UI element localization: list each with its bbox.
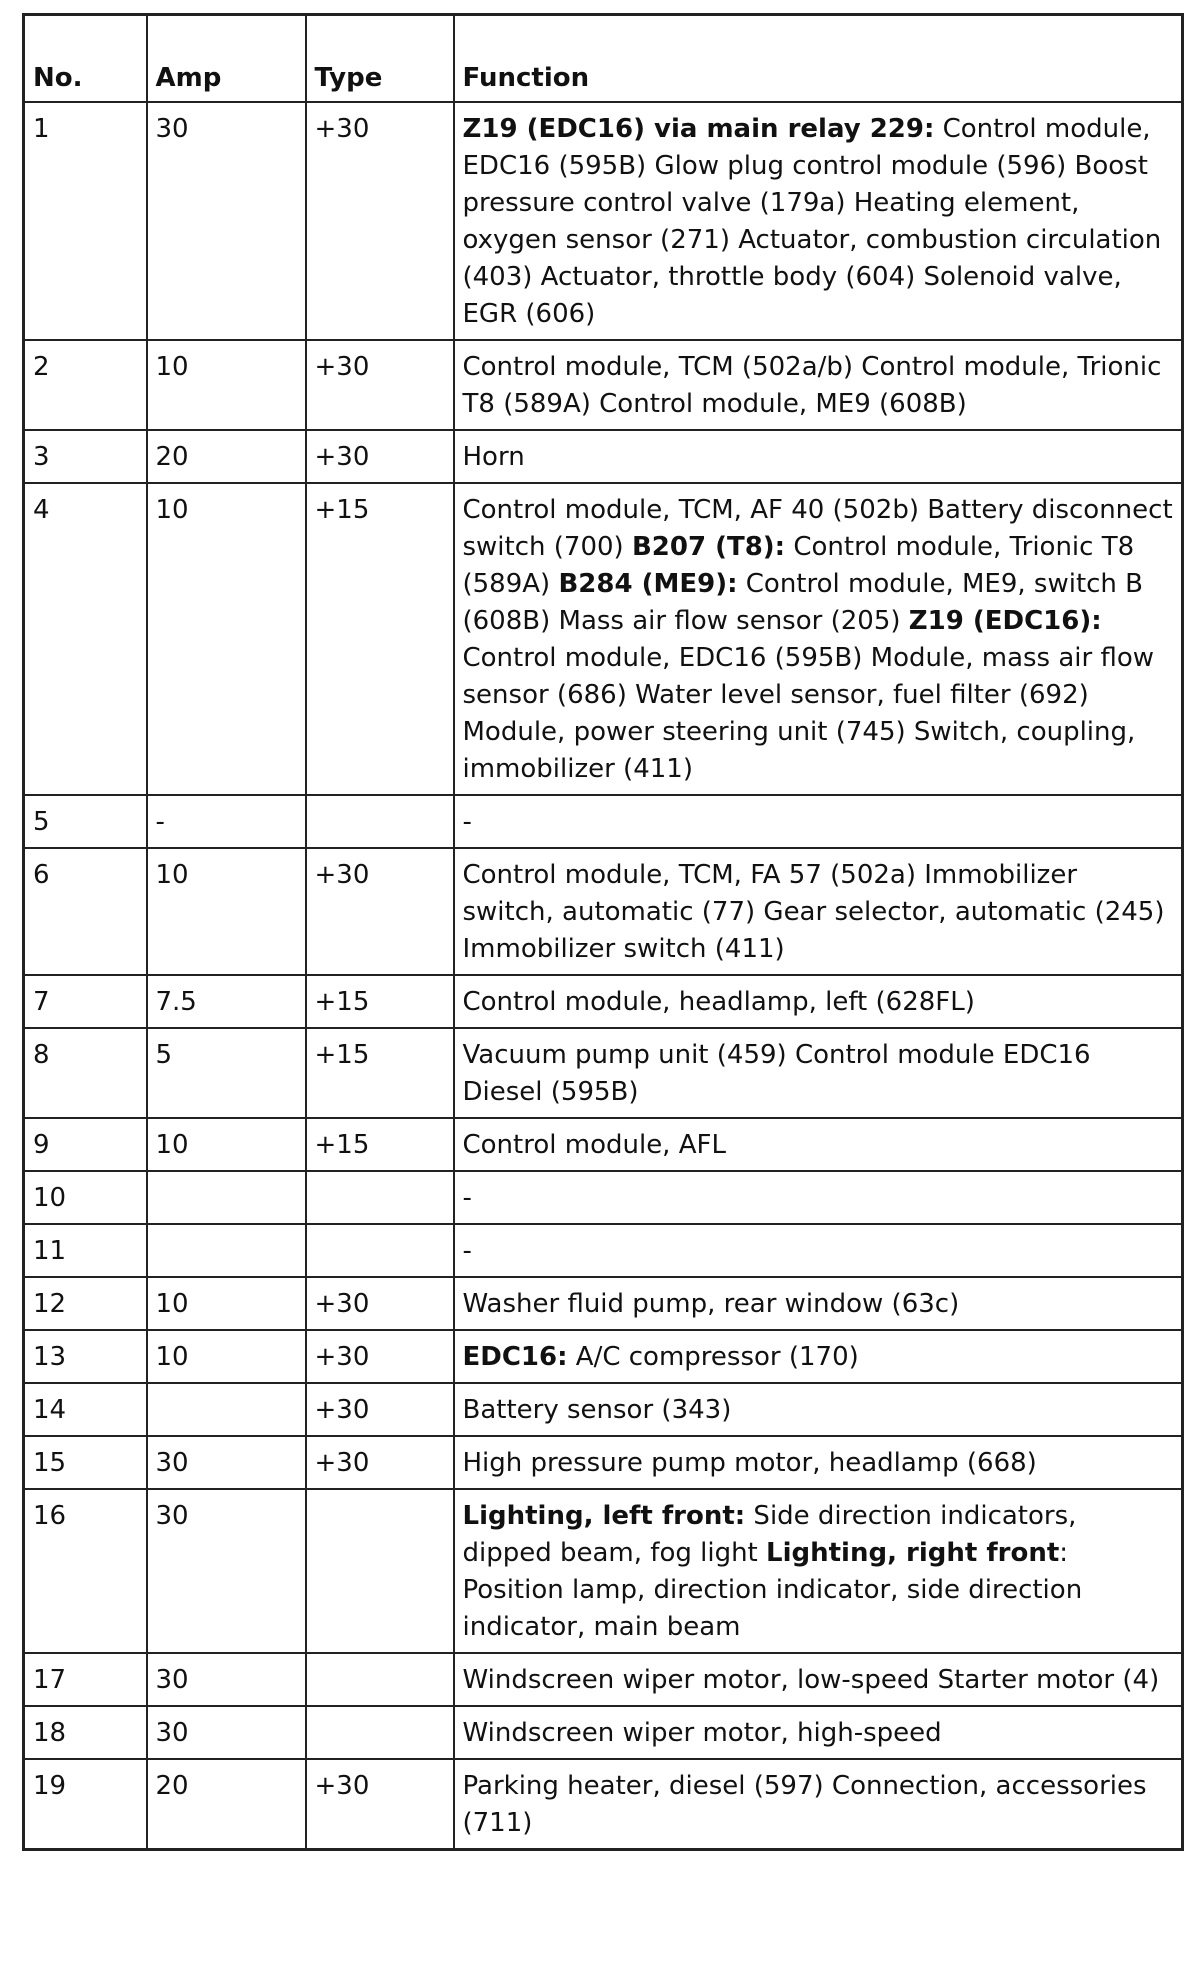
cell-function xyxy=(454,1383,1183,1436)
cell-type: +15 xyxy=(306,1118,454,1171)
cell-no: 6 xyxy=(24,848,147,975)
cell-function xyxy=(454,1653,1183,1706)
table-row-13 xyxy=(24,1330,1183,1383)
function-text: Side direction indicators, dipped beam, fog light xyxy=(462,1501,1077,1568)
cell-no: 9 xyxy=(24,1118,147,1171)
cell-type: +30 xyxy=(306,1277,454,1330)
cell-no: 4 xyxy=(24,483,147,795)
header-amp: Amp xyxy=(147,15,306,103)
function-text: - xyxy=(462,1183,472,1213)
cell-no: 19 xyxy=(24,1759,147,1850)
cell-no: 11 xyxy=(24,1224,147,1277)
function-heading: EDC16: xyxy=(462,1342,568,1372)
cell-function xyxy=(454,848,1183,975)
table-row-2 xyxy=(24,340,1183,430)
cell-amp: 20 xyxy=(147,430,306,483)
cell-amp: 30 xyxy=(147,1436,306,1489)
table-row-19 xyxy=(24,1759,1183,1850)
cell-function xyxy=(454,1277,1183,1330)
function-text: Control module, TCM, FA 57 (502a) Immobilizer switch, automatic (77) Gear selector, automatic (245) Immobilizer switch (411) xyxy=(462,860,1165,964)
cell-no: 14 xyxy=(24,1383,147,1436)
cell-no: 15 xyxy=(24,1436,147,1489)
function-text: Control module, TCM (502a/b) Control module, Trionic T8 (589A) Control module, ME9 (608B) xyxy=(462,352,1162,419)
function-text: Control module, EDC16 (595B) Glow plug control module (596) Boost pressure control valve (179a) Heating element, oxygen sensor (271) Actuator, combustion circulation (403) Actuator, throttle body (604) Solenoid valve, EGR (606) xyxy=(462,114,1162,329)
fuse-table xyxy=(22,13,1184,1851)
cell-amp: 5 xyxy=(147,1028,306,1118)
cell-amp: 10 xyxy=(147,483,306,795)
cell-function xyxy=(454,1224,1183,1277)
function-text: Control module, EDC16 (595B) Module, mass air flow sensor (686) Water level sensor, fuel filter (692) Module, power steering unit (745) Switch, coupling, immobilizer (411) xyxy=(462,643,1155,784)
cell-type xyxy=(306,1171,454,1224)
table-row-1 xyxy=(24,102,1183,340)
cell-no: 8 xyxy=(24,1028,147,1118)
cell-function xyxy=(454,1028,1183,1118)
cell-type: +15 xyxy=(306,975,454,1028)
cell-type: +30 xyxy=(306,430,454,483)
cell-type: +15 xyxy=(306,483,454,795)
cell-type: +30 xyxy=(306,102,454,340)
function-heading: Lighting, right front xyxy=(766,1538,1060,1568)
cell-no: 10 xyxy=(24,1171,147,1224)
cell-type: +30 xyxy=(306,1436,454,1489)
cell-amp: - xyxy=(147,795,306,848)
header-type: Type xyxy=(306,15,454,103)
header-no: No. xyxy=(24,15,147,103)
cell-function xyxy=(454,1759,1183,1850)
function-heading: Z19 (EDC16): xyxy=(908,606,1102,636)
cell-no: 1 xyxy=(24,102,147,340)
table-row-16 xyxy=(24,1489,1183,1653)
table-row-14 xyxy=(24,1383,1183,1436)
cell-function xyxy=(454,1171,1183,1224)
cell-type: +30 xyxy=(306,1383,454,1436)
cell-no: 18 xyxy=(24,1706,147,1759)
function-text: A/C compressor (170) xyxy=(567,1342,859,1372)
function-heading: B284 (ME9): xyxy=(558,569,738,599)
cell-function xyxy=(454,102,1183,340)
cell-type xyxy=(306,1653,454,1706)
cell-function xyxy=(454,975,1183,1028)
cell-no: 16 xyxy=(24,1489,147,1653)
function-text: Control module, Trionic T8 (589A) xyxy=(462,532,1135,599)
cell-type: +30 xyxy=(306,1759,454,1850)
cell-amp: 30 xyxy=(147,1653,306,1706)
cell-function xyxy=(454,430,1183,483)
cell-function xyxy=(454,483,1183,795)
cell-amp: 30 xyxy=(147,102,306,340)
function-text: Horn xyxy=(462,442,525,472)
cell-type: +30 xyxy=(306,340,454,430)
function-text: - xyxy=(462,1236,472,1266)
table-row-15 xyxy=(24,1436,1183,1489)
cell-amp: 10 xyxy=(147,340,306,430)
function-text: Battery sensor (343) xyxy=(462,1395,732,1425)
cell-no: 3 xyxy=(24,430,147,483)
cell-type: +30 xyxy=(306,848,454,975)
cell-amp: 30 xyxy=(147,1706,306,1759)
function-heading: B207 (T8): xyxy=(631,532,786,562)
cell-no: 5 xyxy=(24,795,147,848)
table-row-4 xyxy=(24,483,1183,795)
function-text: Windscreen wiper motor, high-speed xyxy=(462,1718,942,1748)
cell-type: +15 xyxy=(306,1028,454,1118)
function-text: Vacuum pump unit (459) Control module EDC16 Diesel (595B) xyxy=(462,1040,1091,1107)
table-row-6 xyxy=(24,848,1183,975)
function-text: : Position lamp, direction indicator, side direction indicator, main beam xyxy=(462,1538,1083,1642)
table-row-9 xyxy=(24,1118,1183,1171)
table-row-8 xyxy=(24,1028,1183,1118)
cell-function xyxy=(454,340,1183,430)
cell-amp xyxy=(147,1224,306,1277)
cell-type: +30 xyxy=(306,1330,454,1383)
function-heading: Z19 (EDC16) via main relay 229: xyxy=(462,114,935,144)
cell-no: 17 xyxy=(24,1653,147,1706)
function-text: Control module, TCM, AF 40 (502b) Battery disconnect switch (700) xyxy=(462,495,1173,562)
cell-amp: 10 xyxy=(147,1330,306,1383)
cell-no: 13 xyxy=(24,1330,147,1383)
table-row-10 xyxy=(24,1171,1183,1224)
cell-function xyxy=(454,1489,1183,1653)
header-function: Function xyxy=(454,15,1183,103)
table-row-12 xyxy=(24,1277,1183,1330)
table-header xyxy=(24,15,1183,103)
cell-function xyxy=(454,795,1183,848)
table-row-5 xyxy=(24,795,1183,848)
function-text: Windscreen wiper motor, low-speed Starter motor (4) xyxy=(462,1665,1160,1695)
cell-type xyxy=(306,795,454,848)
cell-amp xyxy=(147,1383,306,1436)
table-row-11 xyxy=(24,1224,1183,1277)
cell-amp: 30 xyxy=(147,1489,306,1653)
cell-function xyxy=(454,1706,1183,1759)
cell-amp: 10 xyxy=(147,1118,306,1171)
cell-function xyxy=(454,1330,1183,1383)
cell-no: 12 xyxy=(24,1277,147,1330)
function-text: Parking heater, diesel (597) Connection, accessories (711) xyxy=(462,1771,1147,1838)
cell-no: 2 xyxy=(24,340,147,430)
table-row-17 xyxy=(24,1653,1183,1706)
function-heading: Lighting, left front: xyxy=(462,1501,746,1531)
function-text: Control module, headlamp, left (628FL) xyxy=(462,987,975,1017)
function-text: Control module, ME9, switch B (608B) Mass air flow sensor (205) xyxy=(462,569,1144,636)
cell-function xyxy=(454,1436,1183,1489)
function-text: Control module, AFL xyxy=(462,1130,726,1160)
cell-amp xyxy=(147,1171,306,1224)
cell-amp: 10 xyxy=(147,848,306,975)
cell-type xyxy=(306,1224,454,1277)
cell-function xyxy=(454,1118,1183,1171)
function-text: High pressure pump motor, headlamp (668) xyxy=(462,1448,1037,1478)
cell-no: 7 xyxy=(24,975,147,1028)
table-row-7 xyxy=(24,975,1183,1028)
cell-type xyxy=(306,1706,454,1759)
cell-type xyxy=(306,1489,454,1653)
cell-amp: 10 xyxy=(147,1277,306,1330)
cell-amp: 20 xyxy=(147,1759,306,1850)
table-body xyxy=(24,102,1183,1850)
table-row-3 xyxy=(24,430,1183,483)
header-row xyxy=(24,15,1183,103)
cell-amp: 7.5 xyxy=(147,975,306,1028)
function-text: Washer fluid pump, rear window (63c) xyxy=(462,1289,960,1319)
table-row-18 xyxy=(24,1706,1183,1759)
function-text: - xyxy=(462,807,472,837)
